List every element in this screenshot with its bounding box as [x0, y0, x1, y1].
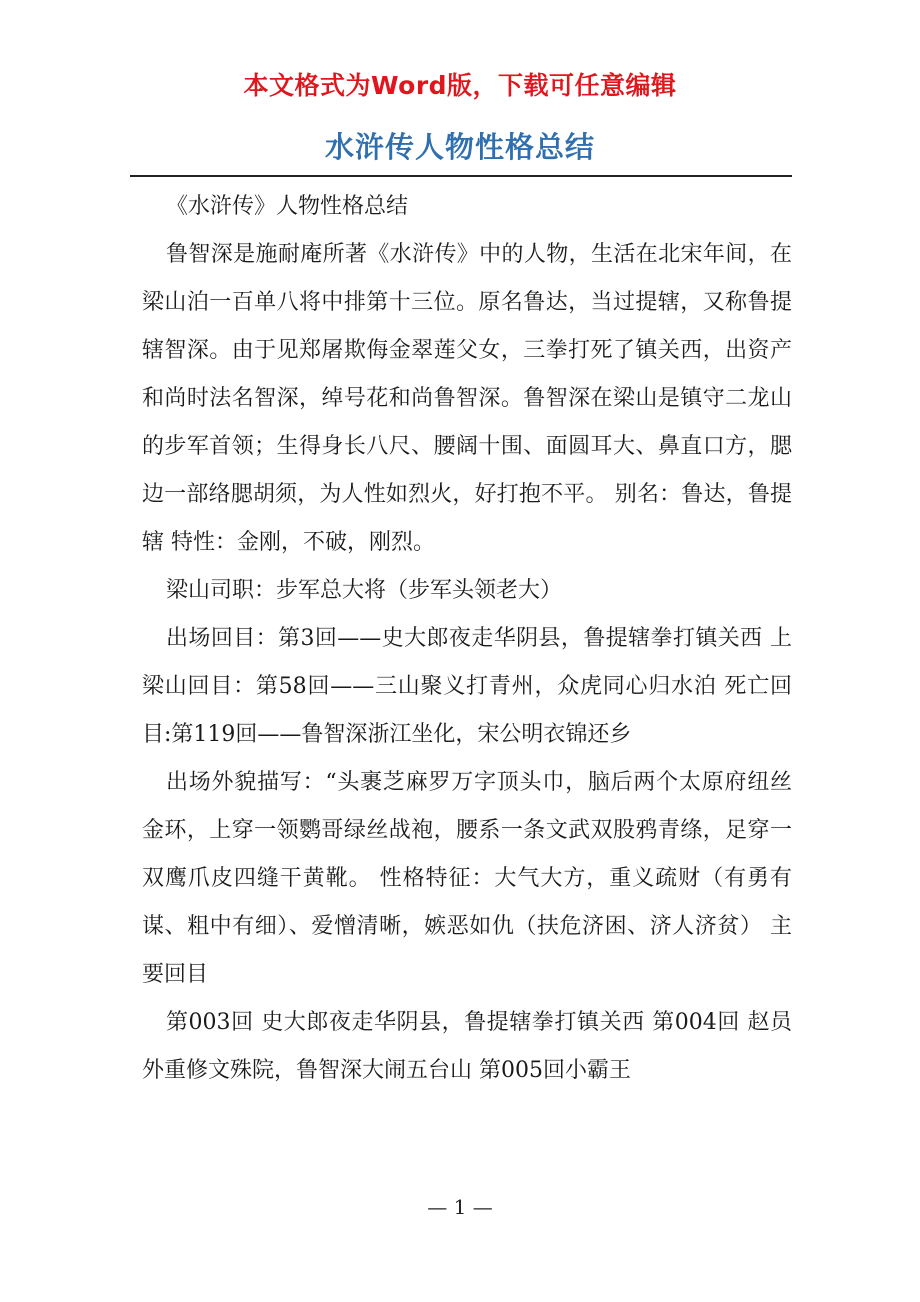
title-divider — [130, 175, 792, 177]
paragraph-appearance: 出场外貌描写：“头裹芝麻罗万字顶头巾，脑后两个太原府纽丝金环，上穿一领鹦哥绿丝战袍，腰系一条文武双股鸦青绦，足穿一双鹰爪皮四缝干黄靴。 性格特征：大气大方，重义疏财（有勇有谋、粗中有细）、爱憎清晰，嫉恶如仇（扶危济困、济人济贫） 主要回目 — [142, 770, 792, 987]
page-number: — 1 — — [427, 1195, 493, 1219]
document-title: 水浒传人物性格总结 — [324, 130, 595, 164]
paragraph-main-chapters: 第003回 史大郎夜走华阴县，鲁提辖拳打镇关西 第004回 赵员外重修文殊院，鲁智深大闹五台山 第005回小霸王 — [142, 1010, 792, 1083]
paragraph-chapters: 出场回目：第3回——史大郎夜走华阴县，鲁提辖拳打镇关西 上梁山回目：第58回——三山聚义打青州，众虎同心归水泊 死亡回目:第119回——鲁智深浙江坐化，宋公明衣锦还乡 — [142, 626, 792, 747]
paragraph-intro: 鲁智深是施耐庵所著《水浒传》中的人物，生活在北宋年间，在梁山泊一百单八将中排第十三位。原名鲁达，当过提辖，又称鲁提辖智深。由于见郑屠欺侮金翠莲父女，三拳打死了镇关西，出资产和尚时法名智深，绰号花和尚鲁智深。鲁智深在梁山是镇守二龙山的步军首领；生得身长八尺、腰阔十围、面圆耳大、鼻直口方，腮边一部络腮胡须，为人性如烈火，好打抱不平。 别名：鲁达，鲁提辖 特性：金刚，不破，刚烈。 — [142, 242, 792, 555]
paragraph-heading: 《水浒传》人物性格总结 — [166, 194, 409, 219]
document-body — [142, 183, 792, 1095]
format-banner: 本文格式为Word版，下载可任意编辑 — [243, 71, 677, 100]
paragraph-role: 梁山司职：步军总大将（步军头领老大） — [166, 578, 563, 603]
